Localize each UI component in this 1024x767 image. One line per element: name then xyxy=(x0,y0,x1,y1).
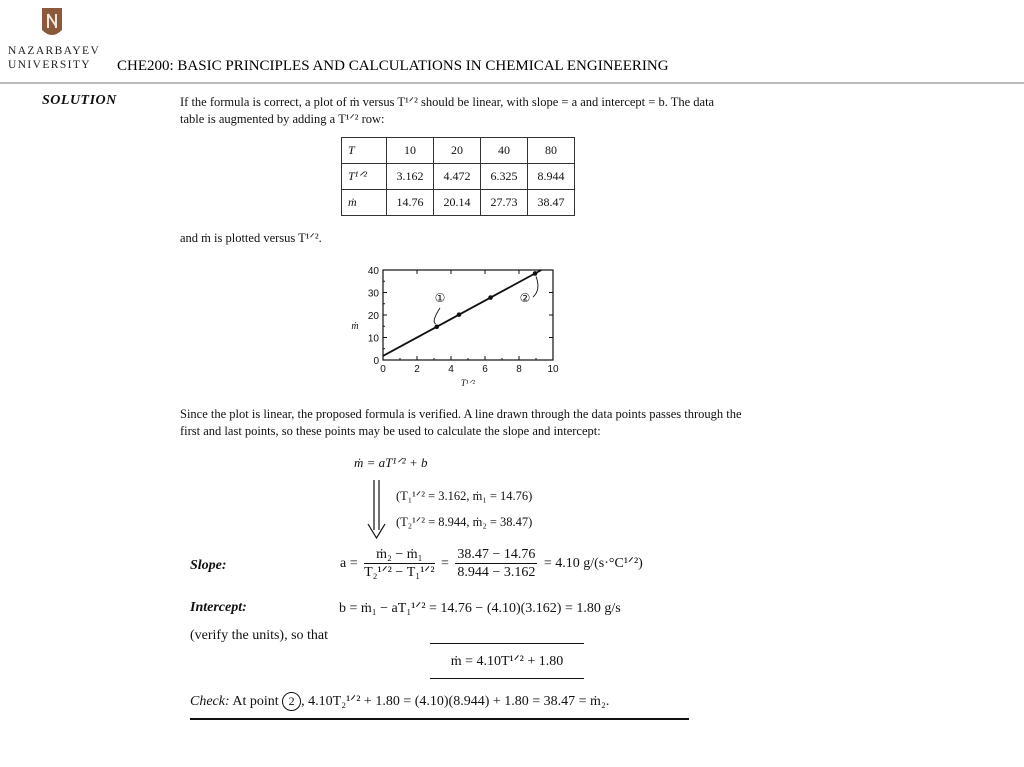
university-logo-icon xyxy=(40,6,64,40)
data-point xyxy=(488,295,493,300)
slope-result: = 4.10 g/(s·°C¹ᐟ²) xyxy=(543,556,643,571)
table-cell: 3.162 xyxy=(387,164,434,190)
final-equation-box: ṁ = 4.10T¹ᐟ² + 1.80 xyxy=(430,643,584,679)
point-one-values: (T₁¹ᐟ² = 3.162, ṁ₁ = 14.76) xyxy=(396,489,533,503)
table-cell: 20.14 xyxy=(434,190,481,216)
slope-label: Slope: xyxy=(190,558,227,573)
data-table xyxy=(341,137,575,216)
y-tick-label: 40 xyxy=(367,266,379,277)
equals-sign: = xyxy=(441,555,449,571)
x-tick-label: 10 xyxy=(547,364,559,375)
point-two-marker: 2 xyxy=(282,692,301,711)
intercept-label: Intercept: xyxy=(190,600,247,615)
table-cell: 40 xyxy=(481,138,528,164)
table-cell: 14.76 xyxy=(387,190,434,216)
check-line xyxy=(190,692,609,711)
table-cell: 6.325 xyxy=(481,164,528,190)
table-cell: 38.47 xyxy=(528,190,575,216)
bottom-rule xyxy=(190,718,689,720)
down-arrow-icon xyxy=(366,478,388,540)
fraction-numerator: 38.47 − 14.76 xyxy=(457,547,536,562)
y-tick-label: 20 xyxy=(367,311,379,322)
table-cell: 80 xyxy=(528,138,575,164)
x-tick-label: 0 xyxy=(380,364,386,375)
x-tick-label: 4 xyxy=(448,364,454,375)
y-axis-label: ṁ xyxy=(351,321,359,332)
data-point xyxy=(533,271,538,276)
y-tick-label: 30 xyxy=(367,288,379,300)
annotation-1: ① xyxy=(434,291,446,305)
x-tick-label: 8 xyxy=(516,364,522,375)
plotted-caption: and ṁ is plotted versus T¹ᐟ². xyxy=(180,231,322,245)
slope-numeric-fraction xyxy=(455,546,537,581)
slope-equation xyxy=(340,546,643,581)
point-two-values: (T₂¹ᐟ² = 8.944, ṁ₂ = 38.47) xyxy=(396,515,533,529)
check-expression: , 4.10T₂¹ᐟ² + 1.80 = (4.10)(8.944) + 1.80 = 38.47 = ṁ₂. xyxy=(301,694,610,709)
annotation-leader-1 xyxy=(434,308,440,324)
intercept-equation: b = ṁ₁ − aT₁¹ᐟ² = 14.76 − (4.10)(3.162) = 1.80 g/s xyxy=(339,601,621,616)
slope-lhs: a = xyxy=(340,555,358,571)
header-divider xyxy=(0,82,1024,84)
annotation-2: ② xyxy=(519,291,531,305)
x-tick-label: 6 xyxy=(482,364,488,375)
check-prefix: At point xyxy=(232,694,279,709)
table-cell: 4.472 xyxy=(434,164,481,190)
fraction-denominator: 8.944 − 3.162 xyxy=(457,565,536,580)
table-cell: 27.73 xyxy=(481,190,528,216)
fraction-denominator: T₂¹ᐟ² − T₁¹ᐟ² xyxy=(364,565,435,580)
data-point xyxy=(434,324,439,329)
x-tick-label: 2 xyxy=(414,364,420,375)
course-title: CHE200: BASIC PRINCIPLES AND CALCULATIONS IN CHEMICAL ENGINEERING xyxy=(117,58,669,74)
row-label: ṁ xyxy=(342,190,387,216)
row-label: T¹ᐟ² xyxy=(342,164,387,190)
table-cell: 20 xyxy=(434,138,481,164)
check-label: Check: xyxy=(190,694,230,709)
plot-frame xyxy=(383,270,553,360)
annotation-leader-2 xyxy=(533,276,538,297)
scatter-plot xyxy=(340,258,580,390)
table-row xyxy=(342,190,575,216)
table-row xyxy=(342,164,575,190)
row-label: T xyxy=(342,138,387,164)
solution-label: SOLUTION xyxy=(42,93,117,108)
table-row xyxy=(342,138,575,164)
data-point xyxy=(457,312,462,317)
intro-paragraph: If the formula is correct, a plot of ṁ versus T¹ᐟ² should be linear, with slope = a and intercept = b. The data table is augmented by adding a T¹ᐟ² row: xyxy=(180,95,715,126)
fit-line xyxy=(383,270,541,356)
table-cell: 10 xyxy=(387,138,434,164)
x-axis-label: T¹ᐟ² xyxy=(460,378,476,388)
y-tick-label: 10 xyxy=(367,333,379,345)
verify-units-text: (verify the units), so that xyxy=(190,628,329,643)
slope-symbolic-fraction xyxy=(364,546,434,581)
fraction-numerator: ṁ₂ − ṁ₁ xyxy=(364,546,434,564)
table-cell: 8.944 xyxy=(528,164,575,190)
y-tick-label: 0 xyxy=(373,356,379,367)
university-name: NAZARBAYEV UNIVERSITY xyxy=(8,45,101,71)
verification-paragraph: Since the plot is linear, the proposed formula is verified. A line drawn through the data points passes through the first and last points, so these points may be used to calculate the slope and intercept: xyxy=(180,407,742,438)
linear-model-equation: ṁ = aT¹ᐟ² + b xyxy=(354,455,428,470)
